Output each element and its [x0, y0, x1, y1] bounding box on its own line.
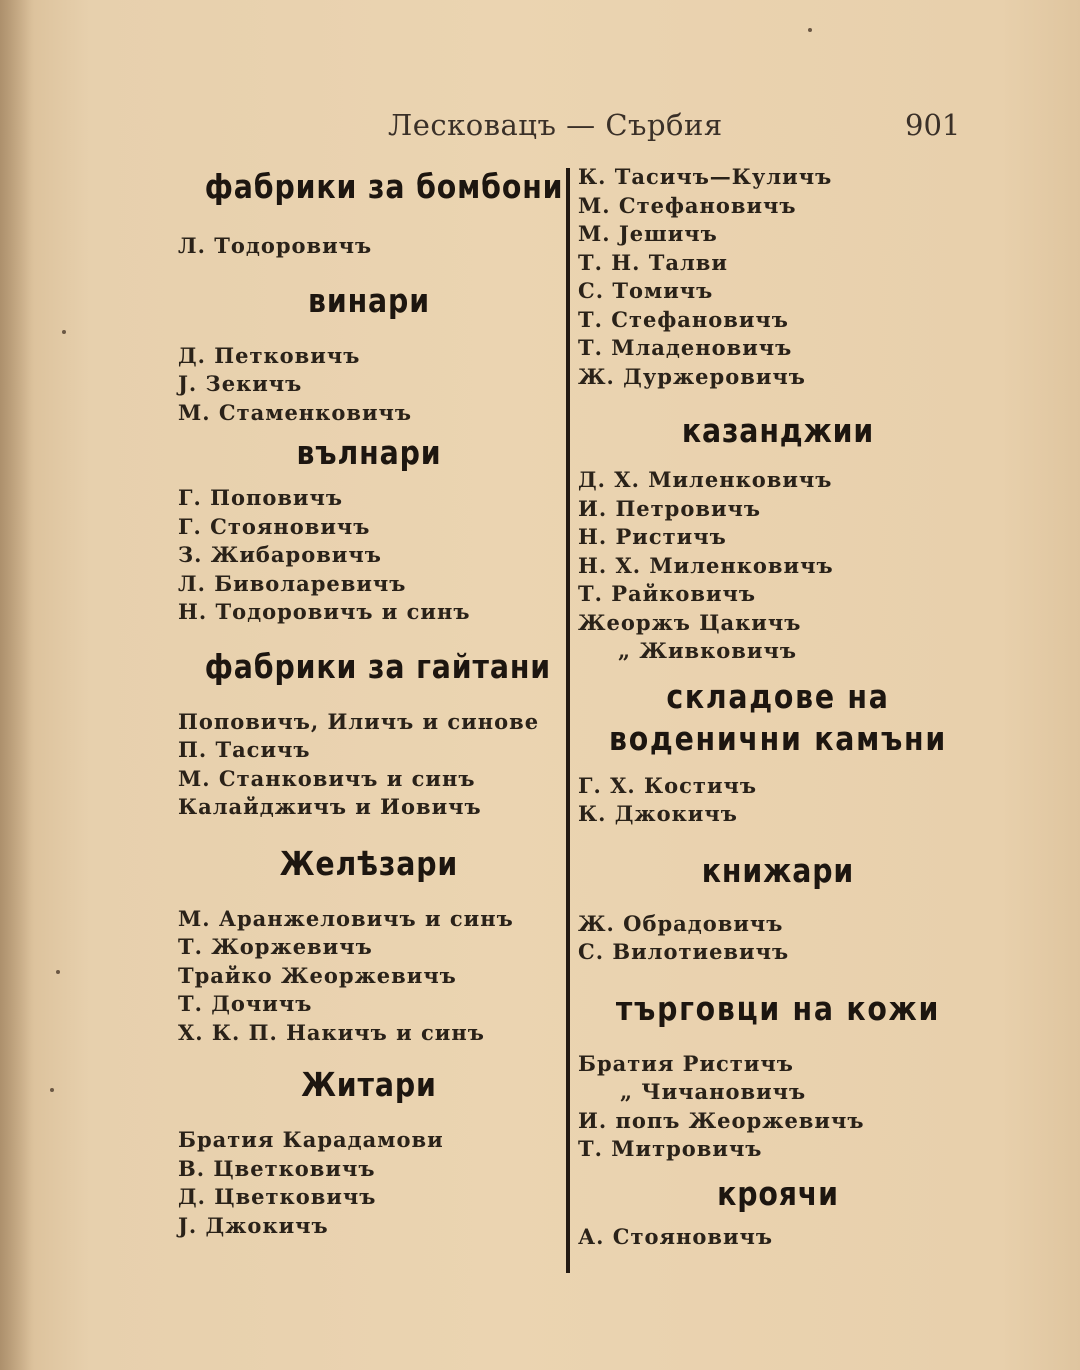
list-item: Л. Тодоровичъ [178, 233, 373, 258]
section-heading: фабрики за бомбони [204, 167, 564, 206]
list-item: Ж. Обрадовичъ [578, 910, 784, 936]
list-item: В. Цветковичъ [178, 1155, 376, 1181]
list-item: Т. Стефановичъ [578, 306, 789, 332]
paper-speck [808, 28, 812, 32]
section-wool-merchants [178, 433, 560, 627]
section-heading: фабрики за гайтани [204, 646, 552, 686]
section-candy-factories [178, 167, 564, 261]
list-item: Н. Тодоровичъ и синъ [178, 599, 471, 624]
paper-speck [56, 970, 60, 974]
column-divider [566, 168, 570, 1273]
section-heading: винари [308, 280, 430, 320]
section-coppersmiths [578, 411, 978, 666]
list-item: Т. Дочичъ [178, 991, 313, 1016]
list-item: К. Тасичъ—Куличъ [578, 164, 833, 189]
list-item: Ј. Зекичъ [178, 371, 303, 396]
list-item: Т. Н. Талви [578, 249, 728, 275]
section-heading: търговци на кожи [615, 988, 941, 1028]
list-item: Ж. Дуржеровичъ [578, 363, 806, 389]
list-item: Н. Ристичъ [578, 524, 727, 549]
list-item: Н. Х. Миленковичъ [578, 552, 834, 578]
section-millstone-warehouses [578, 676, 978, 829]
section-tailors [578, 1174, 978, 1252]
section-heading: складове на воденични камъни [609, 676, 947, 758]
list-item: П. Тасичъ [178, 737, 311, 762]
section-heading: вълнари [296, 433, 442, 472]
list-item: Трайко Жеоржевичъ [178, 962, 457, 988]
list-item: Х. К. П. Накичъ и синъ [178, 1019, 485, 1045]
list-item: Братия Ристичъ [578, 1050, 794, 1076]
section-leather-traders [578, 989, 978, 1164]
running-title: Лесковацъ — Сърбия [388, 108, 723, 142]
list-item: Поповичъ, Иличъ и синове [178, 708, 540, 734]
list-item: С. Вилотиевичъ [578, 939, 790, 964]
list-item: Калайджичъ и Иовичъ [178, 794, 482, 819]
list-item: М. Аранжеловичъ и синъ [178, 905, 514, 931]
list-item: И. Петровичъ [578, 495, 762, 521]
section-winemakers [178, 281, 560, 428]
list-item: Т. Младеновичъ [578, 335, 793, 360]
list-item: З. Жибаровичъ [178, 542, 382, 567]
page-number: 901 [905, 108, 961, 142]
list-item: Д. Цветковичъ [178, 1184, 377, 1209]
left-column [178, 165, 564, 1240]
page-binding-shadow [0, 0, 34, 1370]
section-heading: Житари [301, 1065, 437, 1104]
list-item: А. Стояновичъ [578, 1223, 773, 1249]
list-item: И. попъ Жеоржевичъ [578, 1107, 865, 1133]
list-item: С. Томичъ [578, 278, 714, 303]
list-item: М. Стаменковичъ [178, 399, 412, 425]
list-item: Г. Стояновичъ [178, 513, 371, 539]
list-item: Т. Жоржевичъ [178, 934, 373, 959]
list-item: М. Станковичъ и синъ [178, 765, 476, 791]
list-item: Т. Райковичъ [578, 581, 757, 606]
section-heading: кроячи [717, 1173, 839, 1213]
section-heading: казанджии [681, 411, 875, 450]
list-item: Братия Карадамови [178, 1127, 444, 1152]
list-item: Г. Х. Костичъ [578, 772, 758, 798]
list-item: М. Јешичъ [578, 221, 718, 246]
list-item: Ј. Джокичъ [178, 1212, 329, 1238]
paper-speck [62, 330, 66, 334]
section-heading: книжари [701, 850, 855, 890]
section-grain-merchants [178, 1065, 560, 1240]
paper-speck [50, 1088, 54, 1092]
list-item: К. Джокичъ [578, 801, 738, 826]
right-column [578, 163, 978, 1251]
list-item: Г. Поповичъ [178, 485, 343, 510]
continued-list [578, 163, 978, 391]
list-item: М. Стефановичъ [578, 192, 797, 218]
list-item: Л. Биволаревичъ [178, 570, 407, 596]
section-braid-factories [178, 647, 560, 822]
list-item: Д. Х. Миленковичъ [578, 467, 833, 492]
section-heading: Желѣзари [279, 843, 459, 883]
section-ironmongers [178, 844, 560, 1048]
section-booksellers [578, 851, 978, 967]
list-item: Т. Митровичъ [578, 1136, 763, 1161]
list-item: Д. Петковичъ [178, 342, 361, 368]
list-item: Жеоржъ Цакичъ [578, 609, 802, 635]
list-item-ditto: „ Чичановичъ [620, 1079, 807, 1104]
list-item-ditto: „ Живковичъ [618, 638, 797, 663]
running-head [0, 108, 1080, 148]
